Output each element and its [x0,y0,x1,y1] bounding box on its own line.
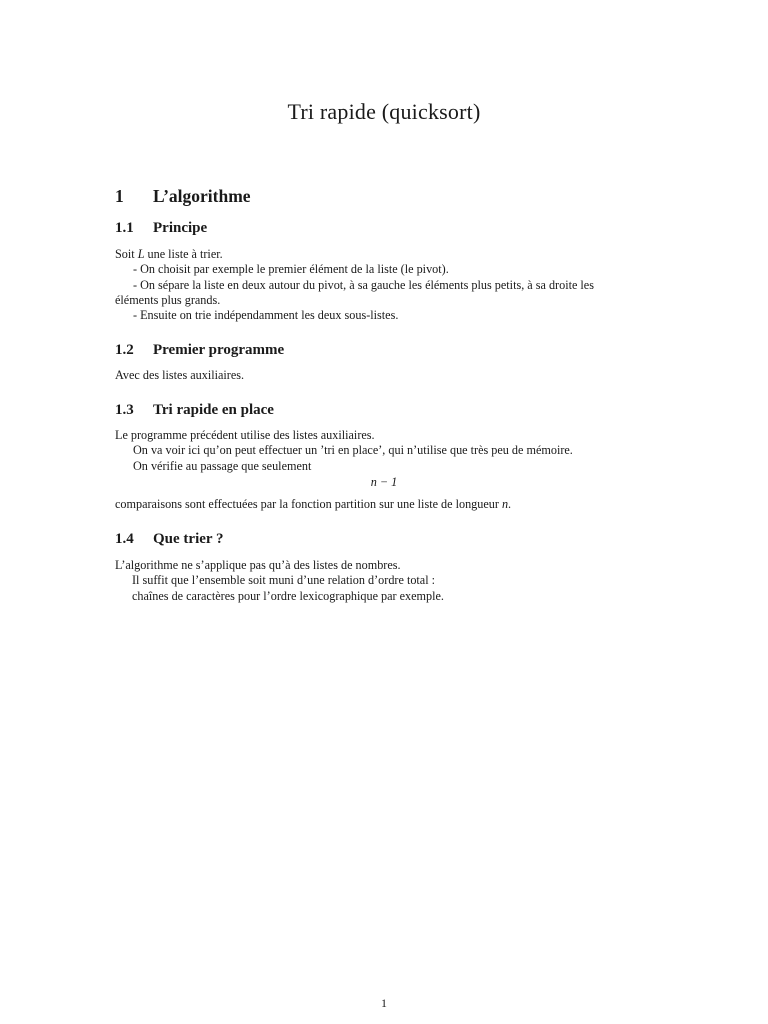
text-line [115,497,655,512]
text-line: chaînes de caractères pour l’ordre lexicographique par exemple. [132,588,444,603]
text-span: Soit [115,247,138,261]
paragraph-que-trier [115,558,655,604]
list-item: - On sépare la liste en deux autour du pivot, à sa gauche les éléments plus petits, à sa droite les [133,277,594,292]
subsection-title: Que trier ? [153,531,224,547]
text-line: Avec des listes auxiliaires. [115,368,245,382]
subsection-number: 1.3 [115,402,134,418]
display-equation [0,475,768,490]
paragraph-tri-en-place [115,428,655,474]
text-line: Il suffit que l’ensemble soit muni d’une relation d’ordre total : [132,573,436,588]
text-span: . [508,497,512,511]
math-variable: L [137,247,145,261]
list-item: - Ensuite on trie indépendamment les deux sous-listes. [133,308,399,323]
text-line: éléments plus grands. [115,292,221,307]
text-line: On vérifie au passage que seulement [133,458,312,473]
paragraph-comparaisons [115,497,655,512]
text-line [115,247,655,262]
text-line: On va voir ici qu’on peut effectuer un ’tri en place’, qui n’utilise que très peu de mémoire. [133,443,573,458]
subsection-number: 1.2 [115,342,134,358]
section-title: L’algorithme [153,186,251,206]
text-span: comparaisons sont effectuées par la fonction partition sur une liste de longueur [115,497,502,511]
subsection-heading-1-4 [115,531,224,548]
document-title: Tri rapide (quicksort) [287,98,481,124]
subsection-title: Tri rapide en place [153,402,274,418]
text-line: Le programme précédent utilise des listes auxiliaires. [115,428,375,442]
subsection-heading-1-1 [115,220,207,237]
subsection-heading-1-2 [115,342,284,359]
paragraph-principe [115,247,655,323]
subsection-number: 1.1 [115,220,134,236]
section-number: 1 [115,186,124,206]
section-heading-1 [115,186,251,207]
subsection-heading-1-3 [115,402,274,419]
paragraph-premier-programme [115,368,655,383]
text-line: L’algorithme ne s’applique pas qu’à des listes de nombres. [115,558,401,572]
text-span: une liste à trier. [144,247,223,261]
equation-text: n − 1 [370,475,398,489]
subsection-title: Principe [153,220,208,236]
list-item: - On choisit par exemple le premier élément de la liste (le pivot). [133,262,449,277]
subsection-title: Premier programme [153,342,285,358]
subsection-number: 1.4 [115,531,134,547]
page-number: 1 [381,996,387,1010]
math-variable: n [501,497,509,511]
